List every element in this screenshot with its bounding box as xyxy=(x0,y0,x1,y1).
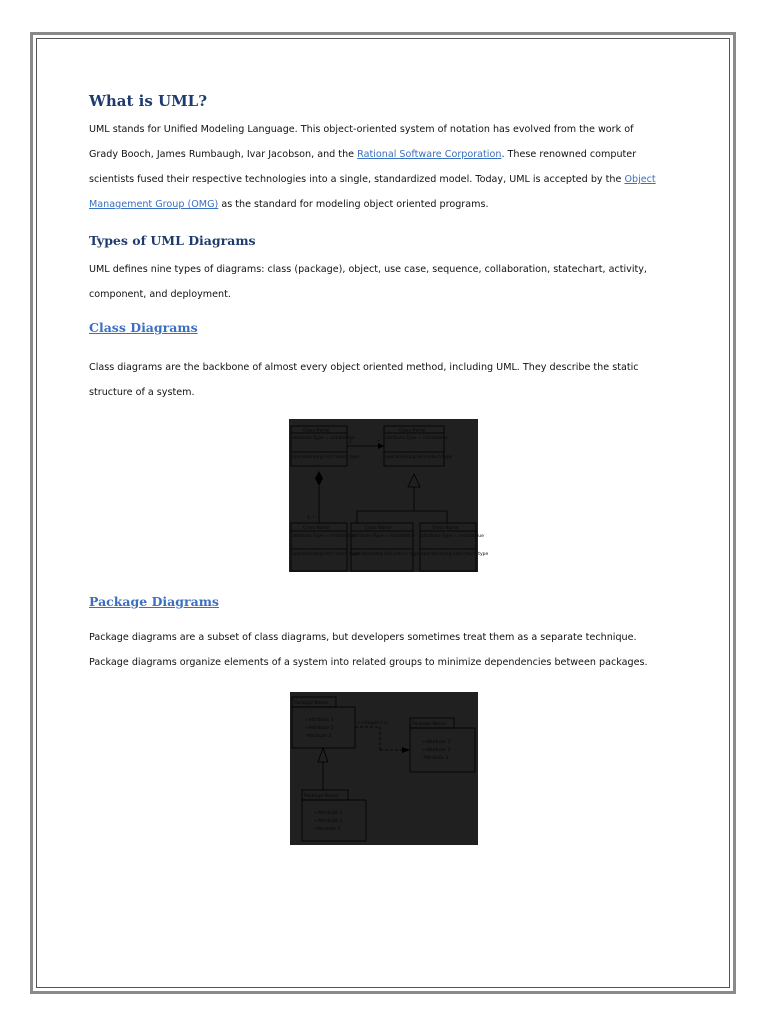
class-line-1: Class diagrams are the backbone of almost every object oriented method, including UML. They describe the static xyxy=(89,362,639,373)
types-line-2: component, and deployment. xyxy=(89,289,231,300)
intro-line-4: Management Group (OMG) as the standard for modeling object oriented programs. xyxy=(89,199,489,210)
pkg3-attr3: -Attribute 3 xyxy=(314,827,341,832)
package-label-bottom: Package Name xyxy=(304,794,339,799)
omg-link-part1[interactable]: Object xyxy=(624,174,656,185)
op-label-bottom-right: operation(arg list):return type xyxy=(421,552,489,557)
attr-label-bottom-left: attribute:Type = initialValue xyxy=(292,534,355,539)
intro-paragraph xyxy=(89,117,679,217)
types-line-1: UML defines nine types of diagrams: class (package), object, use case, sequence, collaboration, statechart, activity, xyxy=(89,264,647,275)
intro-line-1: UML stands for Unified Modeling Language. This object-oriented system of notation has evolved from the work of xyxy=(89,124,634,135)
class-label-bottom-right: Class Name xyxy=(432,526,459,531)
class-diagrams-heading[interactable]: Class Diagrams xyxy=(89,320,198,335)
pkg2-attr3: -Attribute 3 xyxy=(422,756,449,761)
dependency-arrowhead xyxy=(402,747,410,753)
dependency-stereotype: <<import>> xyxy=(357,721,388,726)
attr-label-bottom-right: attribute:Type = initialValue xyxy=(421,534,484,539)
types-paragraph xyxy=(89,257,679,307)
class-label-top-left: Class Name xyxy=(303,428,330,434)
page-title: What is UML? xyxy=(89,92,208,110)
class-label-bottom-middle: Class Name xyxy=(365,526,392,531)
class-paragraph xyxy=(89,355,679,405)
attr-label-top-right: attribute:Type = initialValue xyxy=(385,436,448,441)
attr-label-top-left: attribute:Type = initialValue xyxy=(292,436,355,441)
package-diagrams-heading[interactable]: Package Diagrams xyxy=(89,594,219,609)
package-label-right: Package Name xyxy=(412,722,447,727)
multiplicity-range: 1..* xyxy=(307,516,315,521)
pkg1-attr2: +Attribute 2 xyxy=(305,726,334,731)
class-diagram-image xyxy=(289,419,489,572)
op-label-top-left: operation(arg list):return type xyxy=(292,455,360,460)
intro-line-3: scientists fused their respective technologies into a single, standardized model. Today, UML is accepted by the Object xyxy=(89,174,656,185)
op-label-top-right: operation(arg list):return type xyxy=(385,455,453,460)
class-label-top-right: Class Name xyxy=(399,428,426,434)
package-diagram-image xyxy=(290,692,478,845)
pkg2-attr2: +Attribute 2 xyxy=(422,748,451,753)
class-line-2: structure of a system. xyxy=(89,387,195,398)
op-label-bottom-middle: operation(arg list):return type xyxy=(352,552,420,557)
package-paragraph xyxy=(89,625,679,675)
pkg1-attr1: +Attribute 1 xyxy=(305,718,334,723)
types-heading: Types of UML Diagrams xyxy=(89,233,256,248)
pkg2-attr1: +Attribute 1 xyxy=(422,740,451,745)
generalization-triangle xyxy=(318,748,328,762)
multiplicity-many: * xyxy=(377,440,380,445)
package-line-1: Package diagrams are a subset of class diagrams, but developers sometimes treat them as a separate technique. xyxy=(89,632,637,643)
pkg3-attr1: +Attribute 1 xyxy=(314,811,343,816)
omg-link-part2[interactable]: Management Group (OMG) xyxy=(89,199,219,210)
package-label-top-left: Package Name xyxy=(294,701,329,706)
attr-label-bottom-middle: attribute:Type = initialValue xyxy=(352,534,415,539)
rational-software-link[interactable]: Rational Software Corporation xyxy=(357,149,502,160)
class-label-bottom-left: Class Name xyxy=(303,526,330,531)
op-label-bottom-left: operation(arg list):return type xyxy=(292,552,360,557)
generalization-triangle xyxy=(408,474,420,487)
package-line-2: Package diagrams organize elements of a system into related groups to minimize dependencies between packages. xyxy=(89,657,648,668)
composition-diamond xyxy=(315,471,323,486)
multiplicity-one: 1 xyxy=(349,440,352,445)
pkg1-attr3: -Attribute 3 xyxy=(305,734,332,739)
intro-line-2: Grady Booch, James Rumbaugh, Ivar Jacobson, and the Rational Software Corporation. These renowned computer xyxy=(89,149,637,160)
pkg3-attr2: +Attribute 2 xyxy=(314,819,343,824)
